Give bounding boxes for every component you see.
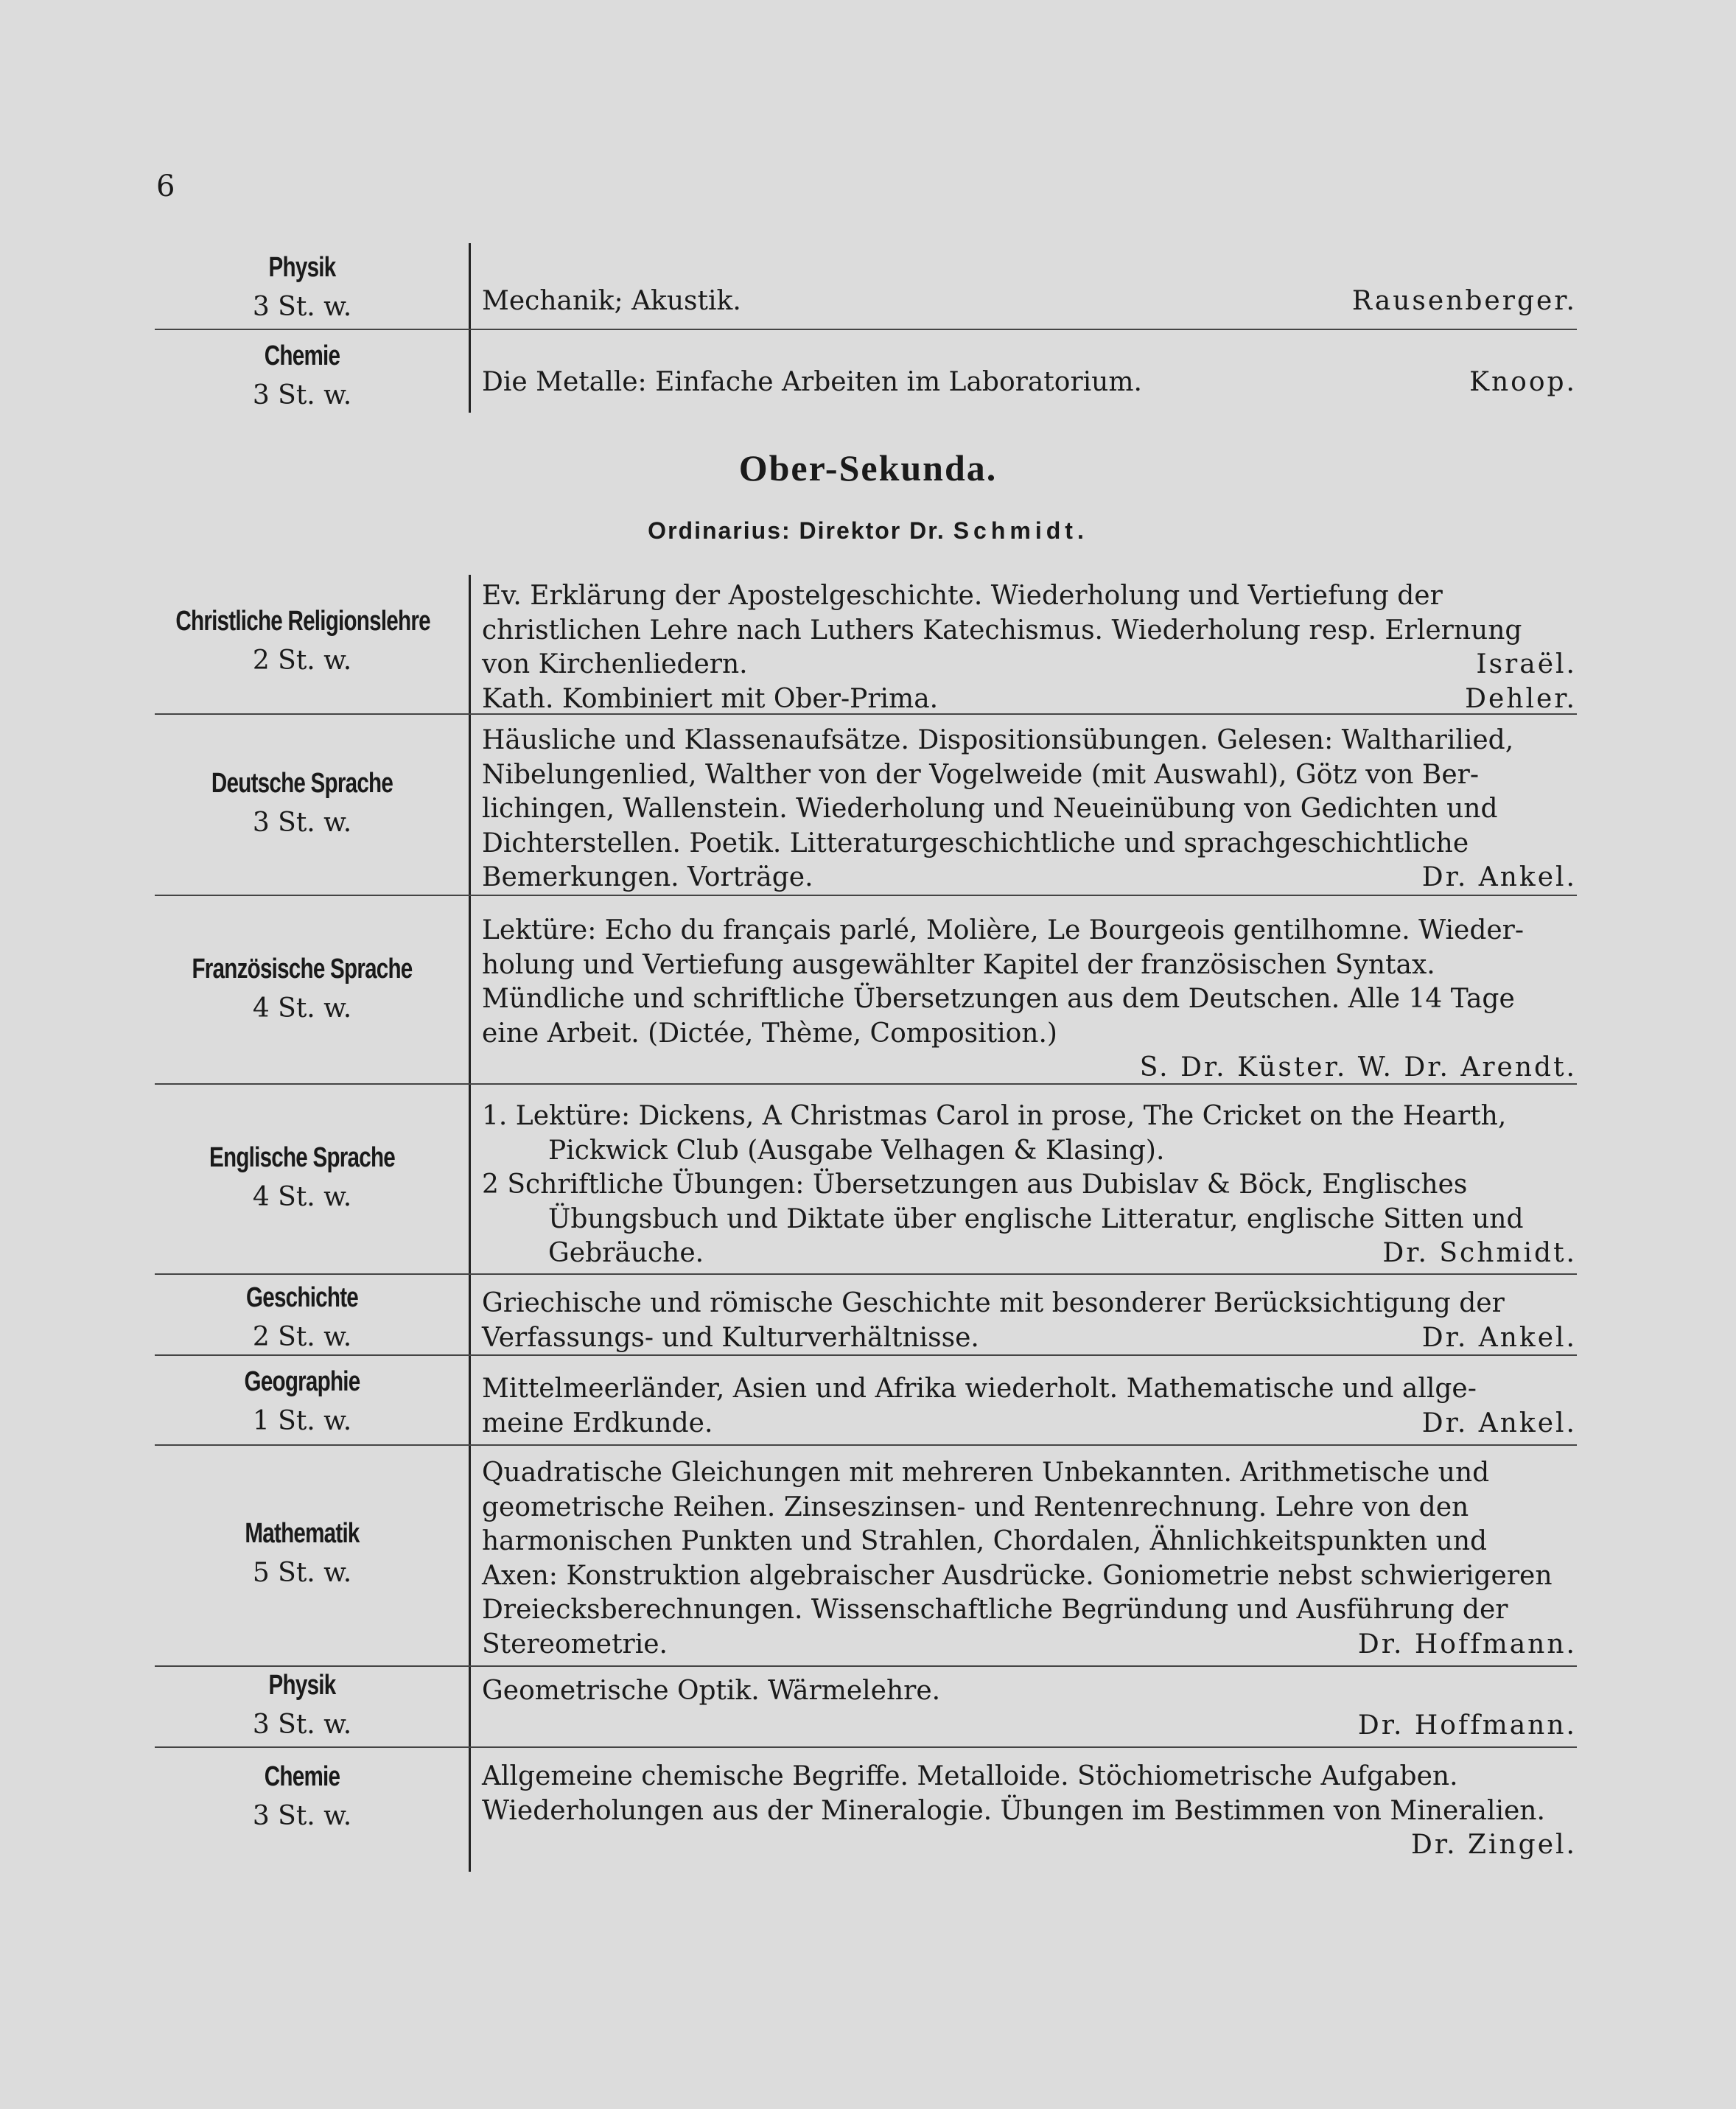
row-separator — [155, 1354, 1577, 1356]
content-geographie: Mittelmeerländer, Asien und Afrika wiederholt. Mathematische und allge- meine Erdkunde. Dr. Ankel. — [482, 1374, 1577, 1438]
row-separator — [155, 713, 1577, 715]
row-separator — [155, 1273, 1577, 1275]
content-geschichte: Griechische und römische Geschichte mit besonderer Berücksichtigung der Verfassungs- und Kulturverhältnisse. Dr. Ankel. — [482, 1288, 1577, 1353]
column-rule-main — [469, 575, 471, 1872]
content-chemie: Allgemeine chemische Begriffe. Metalloide. Stöchiometrische Aufgaben. Wiederholungen aus der Mineralogie. Übungen im Bestimmen von Mineralien. Dr. Zingel. — [482, 1761, 1577, 1860]
content-englisch: 1. Lektüre: Dickens, A Christmas Carol in prose, The Cricket on the Hearth, Pickwick Club (Ausgabe Velhagen & Klasing). 2 Schriftliche Übungen: Übersetzungen aus Dubislav & Böck, Englisches Übungsbuch und Diktate über englische Litteratur, englische Sitten und Gebräuche. Dr. Schmidt. — [482, 1101, 1577, 1268]
subject-chemie-top: Chemie 3 St. w. — [252, 340, 352, 410]
row-separator — [155, 1746, 1577, 1748]
subject-physik: Physik 3 St. w. — [252, 1670, 352, 1740]
subject-geschichte: Geschichte 2 St. w. — [245, 1282, 359, 1352]
content-physik: Geometrische Optik. Wärmelehre. Dr. Hoffmann. — [482, 1676, 1577, 1741]
subject-franzoesisch: Französische Sprache 4 St. w. — [192, 954, 413, 1024]
subject-deutsch: Deutsche Sprache 3 St. w. — [211, 768, 393, 838]
content-religion: Ev. Erklärung der Apostelgeschichte. Wiederholung und Vertiefung der christlichen Lehre nach Luthers Katechismus. Wiederholung resp. Erlernung von Kirchenliedern. Israël. Kath. Kombiniert mit Ober-Prima. Dehler. — [482, 581, 1577, 714]
content-mathematik: Quadratische Gleichungen mit mehreren Unbekannten. Arithmetische und geometrische Reihen. Zinseszinsen- und Rentenrechnung. Lehre von den harmonischen Punkten und Strahlen, Chordalen, Ähnlichkeitspunkten und Axen: Konstruktion algebraischer Ausdrücke. Goniometrie nebst schwierigeren Dreiecksberechnungen. Wissenschaftliche Begründung und Ausführung der Stereometrie. Dr. Hoffmann. — [482, 1458, 1577, 1659]
content-chemie-top: Die Metalle: Einfache Arbeiten im Laboratorium. Knoop. — [482, 367, 1577, 397]
row-separator — [155, 895, 1577, 896]
content-franzoesisch: Lektüre: Echo du français parlé, Molière, Le Bourgeois gentilhomne. Wieder- holung und Vertiefung ausgewählter Kapitel der französischen Syntax. Mündliche und schriftliche Übersetzungen aus dem Deutschen. Alle 14 Tage eine Arbeit. (Dictée, Thème, Composition.) S. Dr. Küster. W. Dr. Arendt. — [482, 915, 1577, 1083]
subject-physik-top: Physik 3 St. w. — [252, 252, 352, 322]
subject-mathematik: Mathematik 5 St. w. — [245, 1518, 360, 1588]
row-separator — [155, 1083, 1577, 1085]
content-deutsch: Häusliche und Klassenaufsätze. Dispositionsübungen. Gelesen: Waltharilied, Nibelungenlied, Walther von der Vogelweide (mit Auswahl), Götz von Ber- lichingen, Wallenstein. Wiederholung und Neueinübung von Gedichten und Dichterstellen. Poetik. Litteraturgeschichtliche und sprachgeschichtliche Bemerkungen. Vorträge. Dr. Ankel. — [482, 725, 1577, 892]
page-number: 6 — [156, 169, 175, 203]
row-separator — [155, 1444, 1577, 1446]
content-physik-top: Mechanik; Akustik. Rausenberger. — [482, 286, 1577, 316]
ordinarius: Ordinarius: Direktor Dr. Schmidt. — [648, 517, 1088, 544]
column-rule-top — [469, 243, 471, 413]
row-separator — [155, 329, 1577, 330]
subject-geographie: Geographie 1 St. w. — [244, 1366, 360, 1436]
subject-religion: Christliche Religionslehre 2 St. w. — [175, 606, 430, 676]
subject-englisch: Englische Sprache 4 St. w. — [209, 1142, 395, 1212]
subject-chemie: Chemie 3 St. w. — [252, 1761, 352, 1831]
section-title: Ober-Sekunda. — [738, 447, 998, 489]
